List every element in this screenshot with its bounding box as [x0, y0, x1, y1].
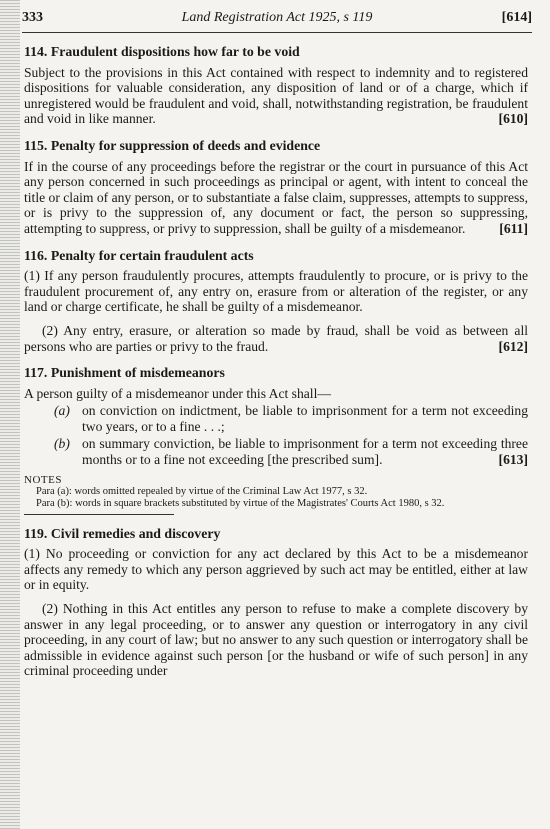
- notes-rule: [24, 514, 174, 515]
- notes-heading: NOTES: [24, 473, 62, 486]
- paragraph-ref: [613]: [498, 452, 528, 468]
- note-line: Para (b): words in square brackets substituted by virtue of the Magistrates' Courts Act 1980, s 32.: [36, 497, 445, 509]
- section-paragraph: If in the course of any proceedings before the registrar or the court in pursuance of this Act any person concerned in such proceedings as principal or agent, with intent to conceal the title or claim of any person, or to substantiate a false claim, suppresses, attempts to suppress, or is privy to the suppression of, any document or fact, the person so suppressing, attempting to suppress, or privy to suppression, shall be guilty of a misdemeanor. [611]: [24, 158, 528, 236]
- paragraph-ref: [611]: [499, 220, 528, 236]
- notes-block: [24, 474, 528, 515]
- section-116: [24, 248, 528, 355]
- item-text: on summary conviction, be liable to imprisonment for a term not exceeding three months or to a fine not exceeding [the prescribed sum].: [82, 436, 528, 468]
- section-115: [24, 138, 528, 237]
- note-line: Para (a): words omitted repealed by virtue of the Criminal Law Act 1977, s 32.: [36, 485, 368, 497]
- running-header: [22, 8, 532, 30]
- section-114: [24, 44, 528, 127]
- section-heading: 119. Civil remedies and discovery: [24, 525, 221, 541]
- item-label: (a): [54, 403, 70, 419]
- subsection-1: (1) If any person fraudulently procures, attempts fraudulently to procure, or is privy to the fraudulent procurement of, any entry on, erasure from or alteration of the register, or any land or charge certificate, he shall be guilty of a misdemeanor.: [24, 268, 528, 315]
- header-rule: [22, 32, 532, 33]
- section-heading: 117. Punishment of misdemeanors: [24, 365, 225, 381]
- section-117: [24, 365, 528, 515]
- paragraph-ref: [612]: [498, 338, 528, 354]
- section-heading: 115. Penalty for suppression of deeds and evidence: [24, 137, 321, 153]
- section-paragraph: Subject to the provisions in this Act contained with respect to indemnity and to registered dispositions for valuable consideration, any disposition of land or of a charge, which if unregistered would be fraudulent and void, shall, notwithstanding registration, be fraudulent and void in like manner. [610]: [24, 64, 528, 127]
- list-item: [24, 403, 528, 434]
- subsection-2: (2) Any entry, erasure, or alteration so made by fraud, shall be void as between all persons who are parties or privy to the fraud. [612]: [24, 322, 528, 354]
- section-intro: A person guilty of a misdemeanor under this Act shall—: [24, 385, 331, 401]
- scan-margin: [0, 0, 20, 829]
- page-number: 333: [22, 10, 43, 25]
- subsection-2: (2) Nothing in this Act entitles any person to refuse to make a complete discovery by answer in any legal proceeding, or to answer any question or interrogatory in any civil proceeding, in any court of law; but no answer to any such question or interrogatory shall be admissible in evidence against such person [or the husband or wife of such person] in any criminal proceeding under: [24, 601, 528, 679]
- document-body: [24, 44, 528, 690]
- section-119: [24, 526, 528, 679]
- paragraph-ref: [610]: [498, 111, 528, 127]
- running-title: Land Registration Act 1925, s 119: [181, 10, 373, 25]
- list-item: [24, 436, 528, 467]
- section-heading: 116. Penalty for certain fraudulent acts: [24, 247, 254, 263]
- section-heading: 114. Fraudulent dispositions how far to be void: [24, 44, 300, 59]
- item-label: (b): [54, 436, 70, 452]
- subsection-1: (1) No proceeding or conviction for any act declared by this Act to be a misdemeanor affects any remedy to which any person aggrieved by such act may be entitled, either at law or in equity.: [24, 546, 528, 593]
- item-text: on conviction on indictment, be liable to imprisonment for a term not exceeding two years, or to a fine . . .;: [82, 403, 528, 434]
- header-ref: [614]: [501, 10, 532, 25]
